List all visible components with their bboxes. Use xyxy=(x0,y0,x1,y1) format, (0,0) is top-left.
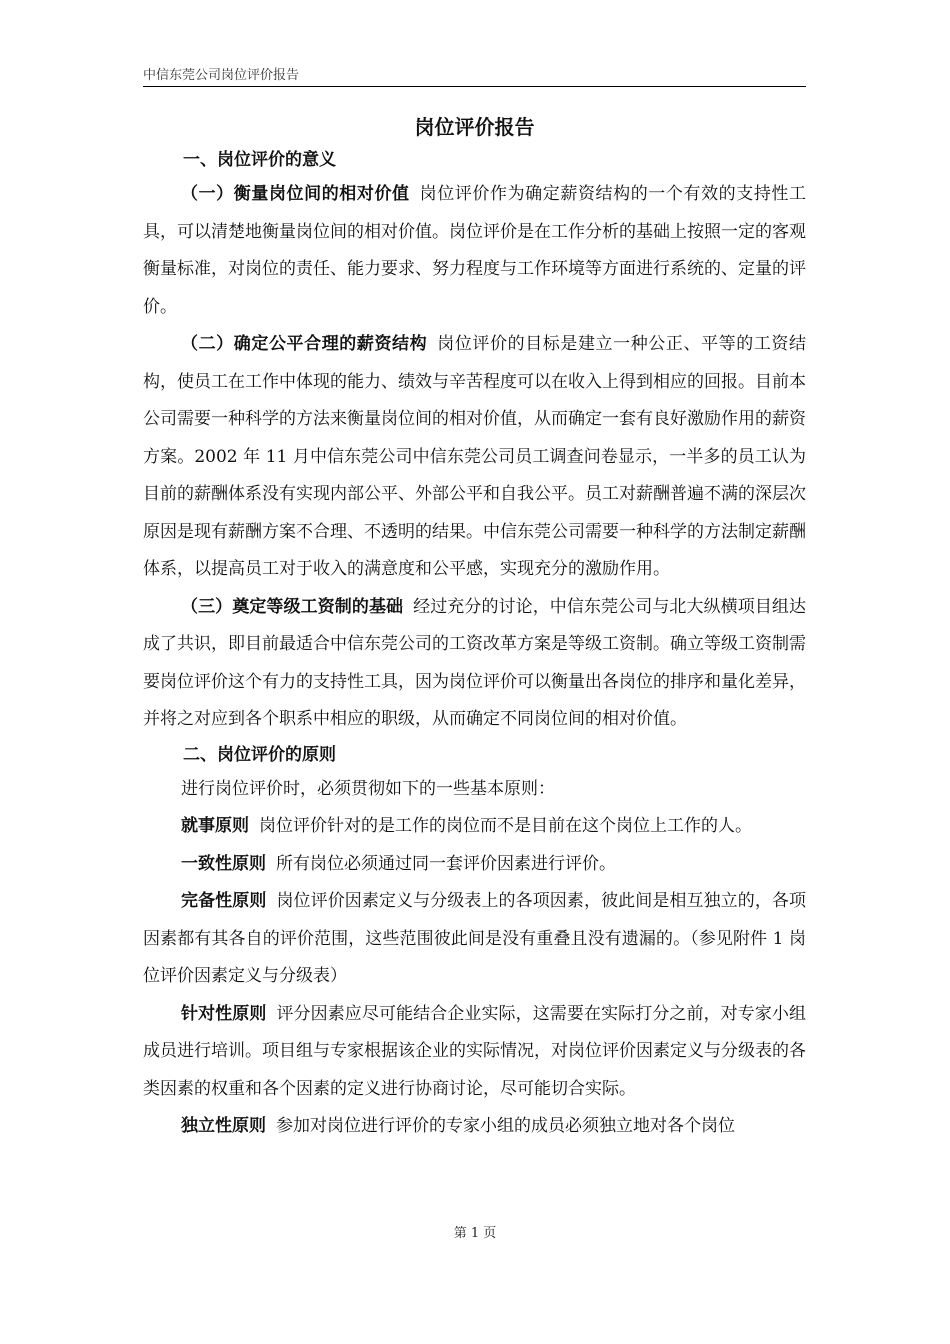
page-header: 中信东莞公司岗位评价报告 xyxy=(143,64,806,87)
principle-2-body: 所有岗位必须通过同一套评价因素进行评价。 xyxy=(276,853,616,874)
document-title: 岗位评价报告 xyxy=(414,115,535,139)
principle-3-lead: 完备性原则 xyxy=(181,891,267,911)
paragraph-1-body: 岗位评价作为确定薪资结构的一个有效的支持性工具，可以清楚地衡量岗位间的相对价值。岗位评价是在工作分析的基础上按照一定的客观衡量标准，对岗位的责任、能力要求、努力程度与工作环境等方面进行系统的、定量的评价。 xyxy=(143,184,807,317)
section1-heading: 一、岗位评价的意义 xyxy=(183,150,336,170)
paragraph-2 xyxy=(143,326,806,589)
principle-1 xyxy=(143,808,806,846)
principle-2 xyxy=(143,846,806,884)
principle-3 xyxy=(143,883,806,996)
principle-5 xyxy=(143,1108,806,1146)
principle-5-body: 参加对岗位进行评价的专家小组的成员必须独立地对各个岗位 xyxy=(276,1116,735,1136)
paragraph-2-lead: （二）确定公平合理的薪资结构 xyxy=(181,334,428,354)
section2-heading: 二、岗位评价的原则 xyxy=(183,744,336,765)
principle-4 xyxy=(143,996,806,1109)
paragraph-1-lead: （一）衡量岗位间的相对价值 xyxy=(181,184,410,204)
paragraph-3-body: 经过充分的讨论，中信东莞公司与北大纵横项目组达成了共识，即目前最适合中信东莞公司的工资改革方案是等级工资制。确立等级工资制需要岗位评价这个有力的支持性工具，因为岗位评价可以衡量出各岗位的排序和量化差异，并将之对应到各个职系中相应的职级，从而确定不同岗位间的相对价值。 xyxy=(143,596,807,729)
principle-4-lead: 针对性原则 xyxy=(181,1003,267,1024)
principle-2-lead: 一致性原则 xyxy=(181,853,266,874)
document-body xyxy=(143,110,806,1146)
principle-5-lead: 独立性原则 xyxy=(181,1116,266,1136)
paragraph-3-lead: （三）奠定等级工资制的基础 xyxy=(181,596,404,617)
principle-1-body: 岗位评价针对的是工作的岗位而不是目前在这个岗位上工作的人。 xyxy=(259,816,752,836)
principle-1-lead: 就事原则 xyxy=(181,816,249,836)
page-number: 第 1 页 xyxy=(453,1226,497,1241)
paragraph-3 xyxy=(143,589,806,739)
principle-4-body: 评分因素应尽可能结合企业实际，这需要在实际打分之前，对专家小组成员进行培训。项目组与专家根据该企业的实际情况，对岗位评价因素定义与分级表的各类因素的权重和各个因素的定义进行协商讨论，尽可能切合实际。 xyxy=(143,1003,807,1099)
principles-intro: 进行岗位评价时，必须贯彻如下的一些基本原则： xyxy=(181,778,555,799)
paragraph-1 xyxy=(143,176,806,326)
paragraph-2-body: 岗位评价的目标是建立一种公正、平等的工资结构，使员工在工作中体现的能力、绩效与辛苦程度可以在收入上得到相应的回报。目前本公司需要一种科学的方法来衡量岗位间的相对价值，从而确定一套有良好激励作用的薪资方案。2002 年 11 月中信东莞公司中信东莞公司员工调查问卷显示，一半多的员工认为目前的薪酬体系没有实现内部公平、外部公平和自我公平。员工对薪酬普遍不满的深层次原因是现有薪酬方案不合理、不透明的结果。中信东莞公司需要一种科学的方法制定薪酬体系，以提高员工对于收入的满意度和公平感，实现充分的激励作用。 xyxy=(143,334,807,579)
principle-3-body: 岗位评价因素定义与分级表上的各项因素，彼此间是相互独立的，各项因素都有其各自的评价范围，这些范围彼此间是没有重叠且没有遗漏的。（参见附件 1 岗位评价因素定义与分级表） xyxy=(143,891,807,986)
